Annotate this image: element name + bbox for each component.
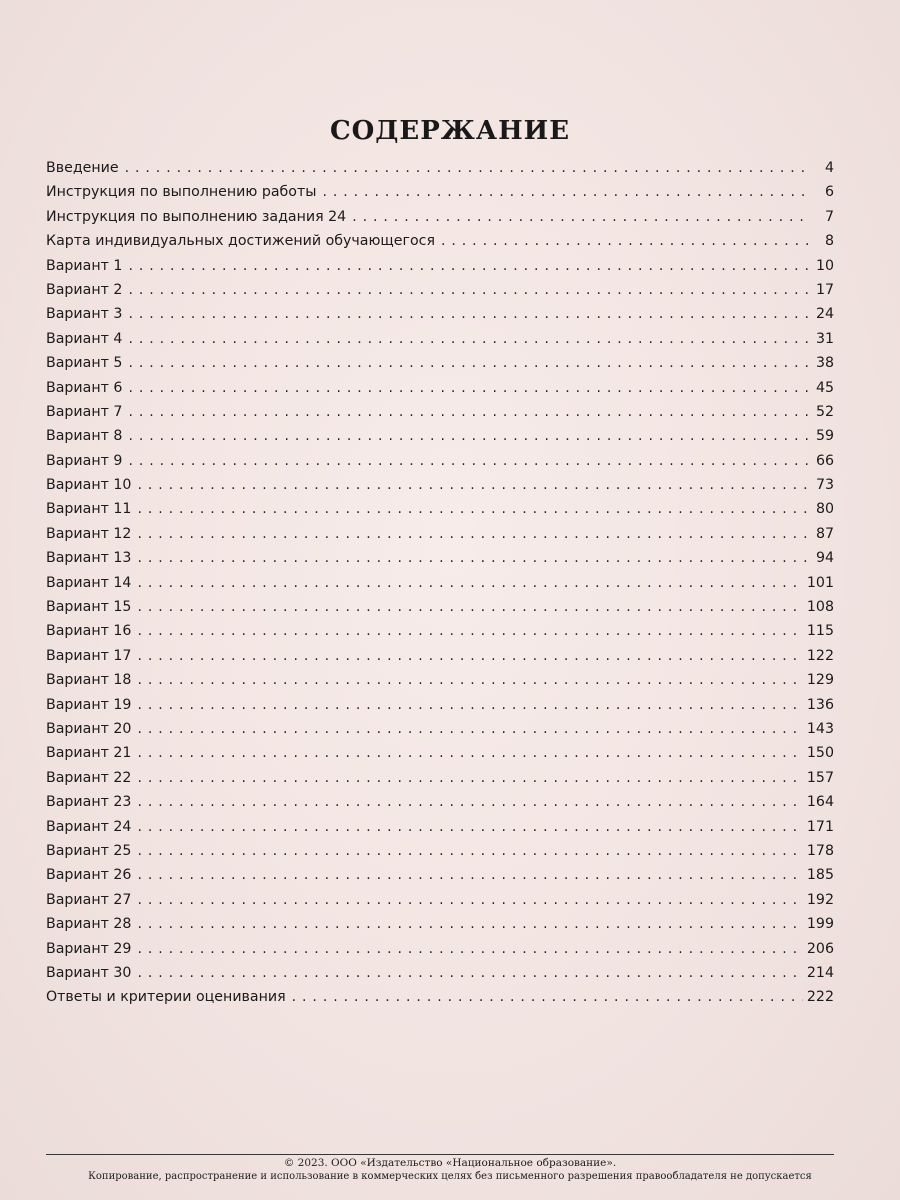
toc-entry — [46, 668, 834, 692]
toc-entry-page-number: 143 — [806, 720, 834, 737]
dot-leader — [128, 424, 808, 448]
toc-entry-page-number: 31 — [815, 330, 834, 347]
toc-entry-page-number: 4 — [824, 160, 834, 176]
toc-entry-page-number: 80 — [815, 501, 834, 518]
dot-leader — [137, 717, 802, 741]
dot-leader — [137, 497, 808, 521]
dot-leader — [137, 595, 802, 619]
footer-copyright: © 2023. ООО «Издательство «Национальное образование». — [283, 1157, 617, 1169]
dot-leader — [137, 937, 802, 961]
toc-entry-label: Вариант 3 — [46, 306, 123, 323]
toc-entry-label: Вариант 28 — [46, 916, 132, 933]
dot-leader — [125, 156, 808, 180]
toc-entry — [46, 327, 834, 351]
page-title: СОДЕРЖАНИЕ — [329, 116, 571, 146]
toc-entry-label: Вариант 4 — [46, 330, 123, 347]
toc-entry-label: Вариант 7 — [46, 403, 123, 420]
dot-leader — [441, 229, 808, 253]
toc-entry-page-number: 129 — [806, 672, 834, 689]
dot-leader — [137, 571, 802, 595]
toc-entry — [46, 766, 834, 790]
toc-entry-label: Вариант 20 — [46, 720, 132, 737]
toc-entry — [46, 937, 834, 961]
toc-entry-label: Вариант 11 — [46, 501, 132, 518]
dot-leader — [128, 449, 808, 473]
toc-entry-page-number: 164 — [806, 794, 834, 811]
dot-leader — [128, 302, 808, 326]
toc-entry-label: Вариант 29 — [46, 940, 132, 957]
toc-entry — [46, 180, 834, 204]
toc-entry-label: Инструкция по выполнению работы — [46, 184, 317, 201]
toc-entry-page-number: 59 — [815, 428, 834, 445]
toc-entry-label: Вариант 14 — [46, 574, 132, 591]
toc-entry-page-number: 7 — [824, 208, 834, 225]
toc-entry-label: Вариант 24 — [46, 818, 132, 835]
dot-leader — [137, 790, 802, 814]
toc-entry — [46, 473, 834, 497]
toc-entry — [46, 546, 834, 570]
toc-entry-label: Вариант 9 — [46, 452, 123, 469]
toc-entry-label: Вариант 17 — [46, 647, 132, 664]
toc-entry-label: Вариант 13 — [46, 550, 132, 567]
toc-entry-label: Вариант 19 — [46, 696, 132, 713]
dot-leader — [137, 522, 808, 546]
toc-entry-page-number: 115 — [806, 623, 834, 640]
toc-entry-page-number: 150 — [806, 745, 834, 762]
toc-entry-label: Вариант 8 — [46, 428, 123, 445]
dot-leader — [137, 741, 802, 765]
toc-entry-page-number: 108 — [806, 599, 834, 616]
toc-entry-page-number: 157 — [806, 769, 834, 786]
toc-entry-label: Вариант 10 — [46, 477, 132, 494]
toc-entry — [46, 400, 834, 424]
toc-entry-page-number: 52 — [815, 403, 834, 420]
toc-entry — [46, 985, 834, 1009]
toc-entry — [46, 424, 834, 448]
toc-entry — [46, 888, 834, 912]
toc-entry — [46, 522, 834, 546]
toc-entry — [46, 839, 834, 863]
dot-leader — [292, 985, 803, 1009]
dot-leader — [137, 644, 802, 668]
dot-leader — [128, 351, 808, 375]
toc-entry — [46, 254, 834, 278]
toc-entry — [46, 619, 834, 643]
toc-entry-page-number: 214 — [806, 964, 834, 981]
toc-entry — [46, 449, 834, 473]
toc-entry-page-number: 94 — [815, 550, 834, 567]
toc-entry — [46, 205, 834, 229]
toc-entry-page-number: 199 — [806, 916, 834, 933]
toc-entry-label: Вариант 30 — [46, 964, 132, 981]
toc-entry — [46, 497, 834, 521]
toc-entry-label: Вариант 26 — [46, 867, 132, 884]
toc-entry-page-number: 73 — [815, 477, 834, 494]
toc-entry-page-number: 66 — [815, 452, 834, 469]
toc-entry — [46, 595, 834, 619]
toc-entry-page-number: 101 — [806, 574, 834, 591]
toc-entry-label: Вариант 5 — [46, 355, 123, 372]
table-of-contents — [46, 156, 834, 1010]
dot-leader — [137, 912, 802, 936]
dot-leader — [137, 668, 802, 692]
toc-entry — [46, 376, 834, 400]
toc-entry-label: Вариант 18 — [46, 672, 132, 689]
footer-divider — [46, 1154, 834, 1155]
toc-entry-label: Введение — [46, 160, 119, 176]
dot-leader — [137, 693, 802, 717]
toc-entry — [46, 717, 834, 741]
toc-entry — [46, 278, 834, 302]
dot-leader — [137, 766, 802, 790]
toc-entry-page-number: 206 — [806, 940, 834, 957]
toc-entry — [46, 790, 834, 814]
toc-entry — [46, 741, 834, 765]
toc-entry — [46, 156, 834, 180]
toc-entry-label: Вариант 1 — [46, 257, 123, 274]
toc-entry-page-number: 10 — [815, 257, 834, 274]
dot-leader — [128, 278, 808, 302]
dot-leader — [352, 205, 808, 229]
dot-leader — [128, 376, 808, 400]
toc-entry — [46, 815, 834, 839]
toc-entry — [46, 961, 834, 985]
toc-entry-page-number: 87 — [815, 525, 834, 542]
toc-entry-label: Карта индивидуальных достижений обучающегося — [46, 233, 435, 250]
dot-leader — [322, 180, 808, 204]
toc-entry-page-number: 178 — [806, 842, 834, 859]
toc-entry — [46, 863, 834, 887]
toc-entry-page-number: 122 — [806, 647, 834, 664]
dot-leader — [128, 254, 808, 278]
dot-leader — [137, 961, 802, 985]
dot-leader — [128, 327, 808, 351]
toc-entry — [46, 693, 834, 717]
toc-entry-page-number: 171 — [806, 818, 834, 835]
toc-entry-label: Вариант 25 — [46, 842, 132, 859]
toc-entry-page-number: 136 — [806, 696, 834, 713]
toc-entry-page-number: 192 — [806, 891, 834, 908]
toc-entry — [46, 571, 834, 595]
dot-leader — [137, 815, 802, 839]
toc-entry-page-number: 222 — [806, 989, 834, 1006]
dot-leader — [137, 863, 802, 887]
footer-notice: Копирование, распространение и использование в коммерческих целях без письменного разрешения правообладателя не допускается — [88, 1171, 812, 1182]
toc-entry-label: Вариант 22 — [46, 769, 132, 786]
toc-entry-page-number: 38 — [815, 355, 834, 372]
toc-entry-label: Вариант 2 — [46, 281, 123, 298]
dot-leader — [128, 400, 808, 424]
toc-entry-label: Ответы и критерии оценивания — [46, 989, 286, 1006]
dot-leader — [137, 473, 808, 497]
toc-entry-page-number: 24 — [815, 306, 834, 323]
toc-entry-label: Вариант 6 — [46, 379, 123, 396]
toc-entry-label: Вариант 23 — [46, 794, 132, 811]
toc-entry-page-number: 45 — [815, 379, 834, 396]
toc-entry — [46, 302, 834, 326]
toc-entry — [46, 351, 834, 375]
toc-entry-label: Вариант 21 — [46, 745, 132, 762]
toc-entry-page-number: 185 — [806, 867, 834, 884]
dot-leader — [137, 888, 802, 912]
toc-entry-label: Вариант 27 — [46, 891, 132, 908]
toc-entry-label: Вариант 16 — [46, 623, 132, 640]
toc-entry-page-number: 8 — [824, 233, 834, 250]
toc-entry — [46, 644, 834, 668]
toc-entry-page-number: 17 — [815, 281, 834, 298]
toc-entry-page-number: 6 — [824, 184, 834, 201]
dot-leader — [137, 619, 802, 643]
toc-entry — [46, 912, 834, 936]
toc-entry-label: Вариант 15 — [46, 599, 132, 616]
dot-leader — [137, 839, 802, 863]
toc-entry-label: Вариант 12 — [46, 525, 132, 542]
dot-leader — [137, 546, 808, 570]
toc-entry-label: Инструкция по выполнению задания 24 — [46, 208, 347, 225]
toc-entry — [46, 229, 834, 253]
